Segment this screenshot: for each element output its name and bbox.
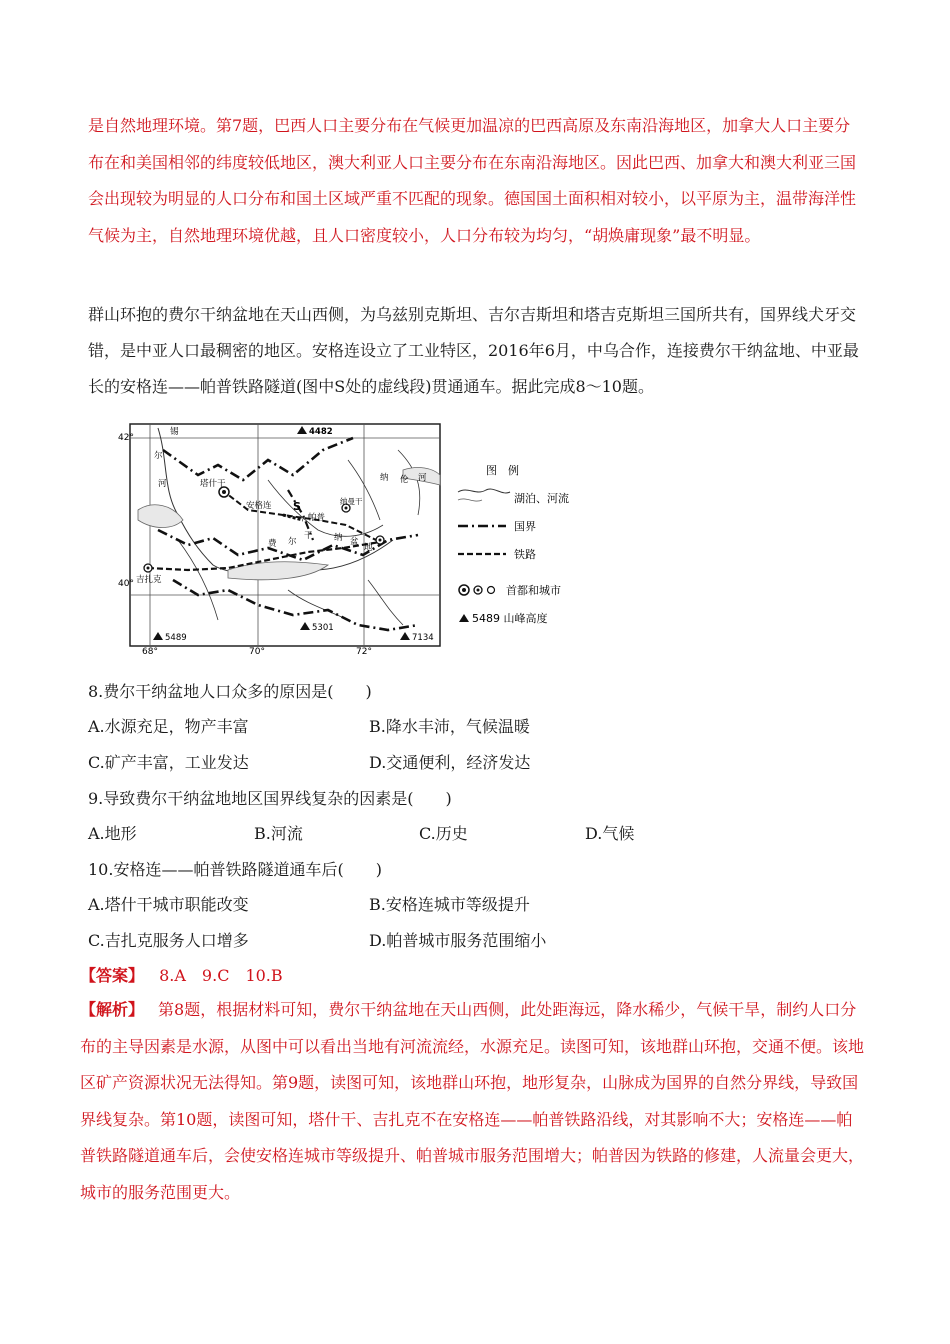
q8-option-d: D.交通便利，经济发达 <box>369 753 531 772</box>
legend-lake-river: 湖泊、河流 <box>514 492 569 505</box>
analysis-tag: 【解析】 <box>80 1000 145 1019</box>
legend-peak: 5489 山峰高度 <box>472 612 548 625</box>
lon-70-label: 70° <box>249 647 265 655</box>
q10-option-a: A.塔什干城市职能改变 <box>88 895 249 914</box>
label-s: S <box>293 500 301 513</box>
legend-title: 图 例 <box>486 464 519 477</box>
peak-5301-label: 5301 <box>312 623 334 633</box>
river-naryn-char-2: 伦 <box>400 475 409 485</box>
q9-option-b: B.河流 <box>254 824 303 843</box>
river-syr-char-1: 锡 <box>170 427 179 437</box>
q9-option-c: C.历史 <box>419 824 468 843</box>
legend-city: 首都和城市 <box>506 584 561 597</box>
q10-option-b: B.安格连城市等级提升 <box>369 895 530 914</box>
fergana-basin-map <box>118 420 578 655</box>
lat-42-label: 42° <box>118 433 134 443</box>
peak-7134-label: 7134 <box>412 633 434 643</box>
city-tashkent-label: 塔什干 <box>200 479 226 489</box>
q10-option-c: C.吉扎克服务人口增多 <box>88 931 249 950</box>
basin-char-1: 费 <box>268 539 277 549</box>
q8-option-b: B.降水丰沛，气候温暖 <box>369 717 530 736</box>
lat-40-label: 40° <box>118 579 134 589</box>
answer-text: 8.A 9.C 10.B <box>159 966 283 985</box>
q8-option-a: A.水源充足，物产丰富 <box>88 717 249 736</box>
city-jizzakh-label: 吉扎克 <box>136 575 162 585</box>
city-pap-label: 帕普 <box>308 513 326 523</box>
basin-char-6: 地 <box>364 543 373 553</box>
basin-char-2: 尔 <box>288 537 297 547</box>
legend-border: 国界 <box>514 520 536 533</box>
answer-tag: 【答案】 <box>80 966 145 985</box>
previous-explanation: 是自然地理环境。第7题，巴西人口主要分布在气候更加温凉的巴西高原及东南沿海地区，加拿大人口主要分布在和美国相邻的纬度较低地区，澳大利亚人口主要分布在东南沿海地区。因此巴西、加拿大和澳大利亚三国会出现较为明显的人口分布和国土区域严重不匹配的现象。德国国土面积相对较小，以平原为主，温带海洋性气候为主，自然地理环境优越，且人口密度较小，人口分布较为均匀，“胡焕庸现象”最不明显。 <box>88 116 857 245</box>
answer-line <box>80 963 283 986</box>
peak-5489-label: 5489 <box>165 633 187 643</box>
peak-4482-label: 4482 <box>309 427 333 437</box>
river-syr-char-3: 河 <box>158 479 167 489</box>
analysis-text: 第8题，根据材料可知，费尔干纳盆地在天山西侧，此处距海远，降水稀少，气候干旱，制约人口分布的主导因素是水源，从图中可以看出当地有河流流经，水源充足。读图可知，该地群山环抱，交通不便。该地区矿产资源状况无法得知。第9题，读图可知，该地群山环抱，地形复杂，山脉成为国界的自然分界线，导致国界线复杂。第10题，读图可知，塔什干、吉扎克不在安格连——帕普铁路沿线，对其影响不大；安格连——帕普铁路隧道通车后，会使安格连城市等级提升、帕普城市服务范围增大；帕普因为铁路的修建，人流量会更大，城市的服务范围更大。 <box>80 1000 865 1202</box>
lon-72-label: 72° <box>356 647 372 655</box>
q10-stem: 10.安格连——帕普铁路隧道通车后( ) <box>88 860 382 879</box>
q9-option-a: A.地形 <box>88 824 137 843</box>
basin-char-5: 盆 <box>350 537 359 547</box>
q10-option-d: D.帕普城市服务范围缩小 <box>369 931 547 950</box>
basin-char-4: 纳 <box>334 533 343 543</box>
map-legend <box>458 463 569 625</box>
analysis-block <box>80 992 866 1212</box>
q9-option-d: D.气候 <box>585 824 635 843</box>
lon-68-label: 68° <box>142 647 158 655</box>
river-syr-char-2: 尔 <box>154 451 163 461</box>
river-naryn-char-1: 纳 <box>380 473 389 483</box>
city-angren-label: 安格连 <box>246 501 272 511</box>
question-passage: 群山环抱的费尔干纳盆地在天山西侧，为乌兹别克斯坦、吉尔吉斯坦和塔吉克斯坦三国所共有，国界线犬牙交错，是中亚人口最稠密的地区。安格连设立了工业特区，2016年6月，中乌合作，连接费尔干纳盆地、中亚最长的安格连——帕普铁路隧道(图中S处的虚线段)贯通通车。据此完成8～10题。 <box>88 305 859 396</box>
q9-stem: 9.导致费尔干纳盆地地区国界线复杂的因素是( ) <box>88 789 452 808</box>
legend-railway: 铁路 <box>514 548 536 561</box>
river-naryn-char-3: 河 <box>418 473 427 483</box>
q8-option-c: C.矿产丰富，工业发达 <box>88 753 249 772</box>
city-namangan-label: 纳曼干 <box>340 497 363 506</box>
q8-stem: 8.费尔干纳盆地人口众多的原因是( ) <box>88 682 372 701</box>
basin-char-3: 干 <box>304 531 313 541</box>
